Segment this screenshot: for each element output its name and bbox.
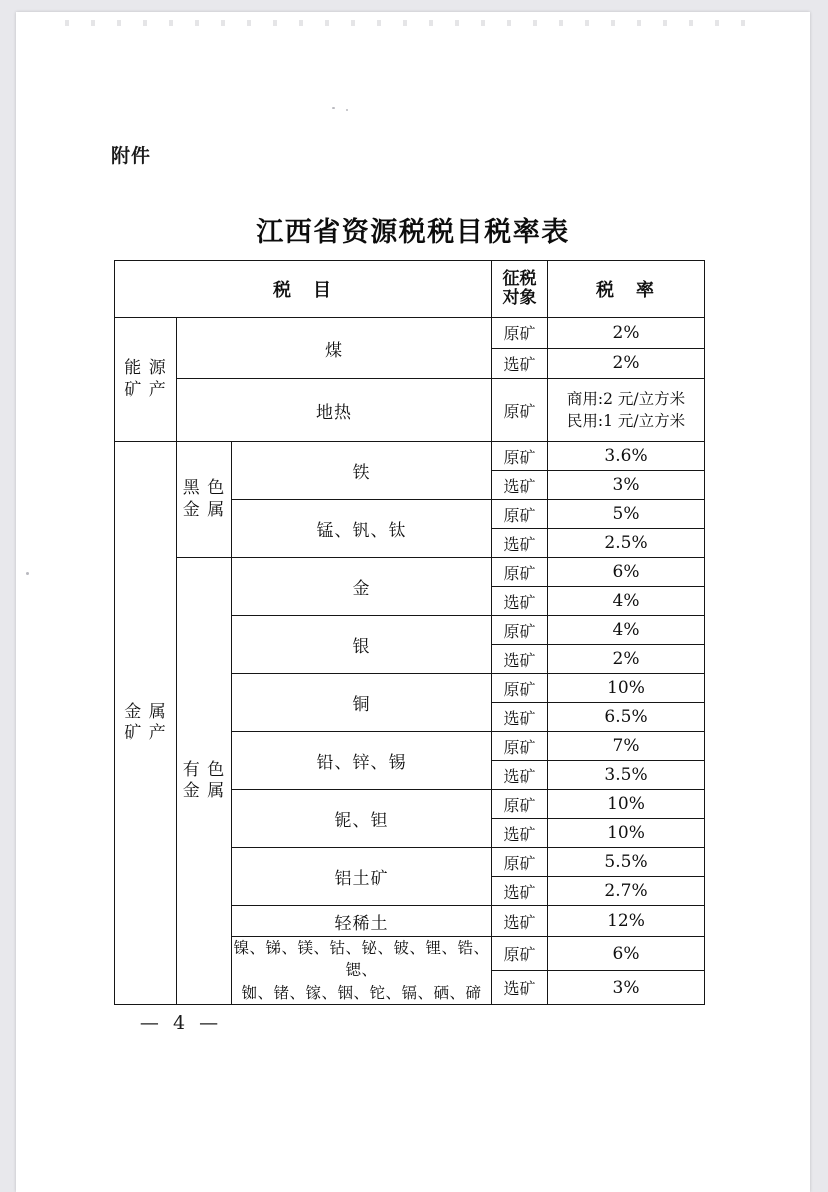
item-other-nonferrous-elements (232, 937, 492, 1005)
scan-speck (346, 109, 348, 111)
rate-cell: 2% (548, 645, 705, 674)
item-niobium-tantalum: 铌、钽 (232, 790, 492, 848)
subgroup-ferrous-metals (177, 442, 232, 558)
rate-cell: 10% (548, 790, 705, 819)
document-page (16, 12, 810, 1192)
rate-cell: 6% (548, 558, 705, 587)
rate-cell: 10% (548, 674, 705, 703)
rate-cell: 2.7% (548, 877, 705, 906)
rate-cell: 3.5% (548, 761, 705, 790)
rate-cell: 4% (548, 616, 705, 645)
group-energy-line2: 矿 产 (124, 379, 167, 400)
object-cell: 选矿 (492, 877, 548, 906)
tax-rate-table (114, 260, 705, 1005)
scan-speck (332, 107, 335, 109)
scan-speck (26, 572, 29, 575)
rate-cell: 12% (548, 906, 705, 937)
object-cell: 原矿 (492, 937, 548, 971)
item-gold: 金 (232, 558, 492, 616)
rate-cell: 2.5% (548, 529, 705, 558)
item-manganese-vanadium-titanium: 锰、钒、钛 (232, 500, 492, 558)
rate-cell: 3% (548, 471, 705, 500)
rate-cell: 6.5% (548, 703, 705, 732)
object-cell: 选矿 (492, 645, 548, 674)
header-tax-item: 税 目 (115, 261, 492, 318)
object-cell: 选矿 (492, 761, 548, 790)
item-light-rare-earth: 轻稀土 (232, 906, 492, 937)
object-cell: 选矿 (492, 471, 548, 500)
object-cell: 原矿 (492, 732, 548, 761)
rate-cell: 10% (548, 819, 705, 848)
page-number: — 4 — (139, 1012, 223, 1034)
item-lead-zinc-tin: 铅、锌、锡 (232, 732, 492, 790)
subgroup-nonferrous-line1: 有 色 (182, 759, 226, 780)
object-cell: 原矿 (492, 318, 548, 349)
object-cell: 原矿 (492, 442, 548, 471)
object-cell: 选矿 (492, 348, 548, 379)
item-other-elements-line1: 镍、锑、镁、钴、铋、铍、锂、锆、锶、 (233, 939, 490, 980)
rate-cell: 7% (548, 732, 705, 761)
rate-cell: 6% (548, 937, 705, 971)
group-metal-line2: 矿 产 (124, 723, 167, 744)
subgroup-nonferrous-metals (177, 558, 232, 1005)
group-energy-line1: 能 源 (124, 358, 167, 379)
object-cell: 选矿 (492, 819, 548, 848)
scan-artifact (56, 20, 756, 26)
object-cell: 原矿 (492, 790, 548, 819)
group-metal-minerals (115, 442, 177, 1005)
table-row (115, 558, 705, 587)
object-cell: 选矿 (492, 703, 548, 732)
object-cell: 原矿 (492, 558, 548, 587)
subgroup-ferrous-line2: 金 属 (182, 499, 226, 520)
object-cell: 原矿 (492, 674, 548, 703)
header-tax-object-line2: 对象 (502, 288, 537, 308)
object-cell: 选矿 (492, 587, 548, 616)
rate-commercial: 商用:2 元/立方米 (566, 389, 686, 408)
rate-cell: 5% (548, 500, 705, 529)
rate-cell: 4% (548, 587, 705, 616)
item-silver: 银 (232, 616, 492, 674)
rate-cell: 3.6% (548, 442, 705, 471)
header-tax-object (492, 261, 548, 318)
subgroup-nonferrous-line2: 金 属 (182, 781, 226, 802)
item-iron: 铁 (232, 442, 492, 500)
table-row (115, 379, 705, 442)
page-title: 江西省资源税税目税率表 (256, 217, 570, 248)
table-row (115, 442, 705, 471)
item-geothermal: 地热 (177, 379, 492, 442)
table-header-row (115, 261, 705, 318)
object-cell: 原矿 (492, 616, 548, 645)
object-cell: 选矿 (492, 971, 548, 1005)
group-energy-minerals (115, 318, 177, 442)
object-cell: 选矿 (492, 529, 548, 558)
rate-cell: 3% (548, 971, 705, 1005)
rate-cell (548, 379, 705, 442)
table-row (115, 318, 705, 349)
object-cell: 选矿 (492, 906, 548, 937)
object-cell: 原矿 (492, 379, 548, 442)
object-cell: 原矿 (492, 500, 548, 529)
item-coal: 煤 (177, 318, 492, 379)
rate-cell: 5.5% (548, 848, 705, 877)
object-cell: 原矿 (492, 848, 548, 877)
rate-cell: 2% (548, 318, 705, 349)
header-tax-rate: 税 率 (548, 261, 705, 318)
rate-cell: 2% (548, 348, 705, 379)
item-other-elements-line2: 铷、锗、镓、铟、铊、镉、硒、碲 (241, 983, 482, 1002)
header-tax-object-line1: 征税 (502, 268, 537, 289)
group-metal-line1: 金 属 (124, 701, 167, 722)
attachment-label: 附件 (111, 145, 152, 167)
subgroup-ferrous-line1: 黑 色 (182, 478, 226, 499)
rate-residential: 民用:1 元/立方米 (566, 412, 686, 430)
item-bauxite: 铝土矿 (232, 848, 492, 906)
item-copper: 铜 (232, 674, 492, 732)
